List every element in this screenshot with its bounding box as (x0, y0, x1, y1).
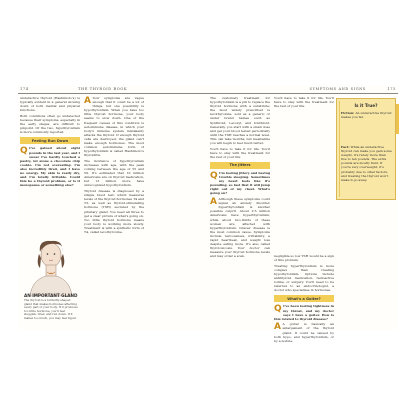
body-paragraph: The customary treatment for hypothyroidism is a pill to replace the thyroid hormone with a substitute; the most widely prescribed is levothyroxine, sold as a generic or under brand names such as Synthroid, Levoxyl, and Unithroid. Generally, you start with a small dose and get your blood tested periodically until the TSH reaches a normal level. This can take months, but meanwhile you will begin to feel much better. (210, 96, 270, 146)
sidebar-accent-bar (339, 101, 340, 197)
left-running-title: THE THYROID BOOK (78, 87, 128, 91)
answer-mark-letter: A (210, 197, 217, 208)
left-column-1 (20, 96, 80, 234)
right-page-header (208, 86, 398, 94)
fiction-label: Fiction: (341, 111, 355, 115)
subheading-whats-a-goiter: What's a Goiter? (274, 295, 334, 302)
caption-title: AN IMPORTANT GLAND (24, 293, 78, 298)
right-page-number: 175 (387, 87, 396, 91)
question-mark-letter: Q (274, 304, 282, 315)
question-text: I've been feeling tightness in my throat, and my doctor says I have a goiter. How is this related to thyroid disease? (274, 304, 334, 321)
left-page (18, 86, 208, 330)
subheading-the-jitters: The Jitters (210, 162, 270, 169)
right-column-1 (210, 96, 270, 328)
continued-text: You'll have to take it for life. You'll have to stay with the treatment for the rest of your life. (274, 96, 334, 109)
body-paragraph: Treating hyperthyroidism is more complex than treating hypothyroidism. Options include antithyroid medication, radioactive iodine, or surgery. You'll need to be referred to an endocrinologist, a doctor who specializes in hormones. (274, 263, 334, 293)
body-paragraph: negligible so low TSH would be a sign of this problem. (274, 254, 334, 263)
subheading-feeling-run-down: Feeling Run Down (20, 137, 80, 144)
fact-label: Fact: (341, 145, 350, 149)
right-page (208, 86, 398, 343)
body-paragraph: Thyroid disease is diagnosed by a simple blood test, which measures levels of the thyroid hormones T4 and T3, as well as thyroid-stimulating hormone (TSH) secreted by the pituitary gland. You need all three to get a clear picture of what's going on. Too little thyroid hormone means your body is working more slowly. Treatment is with a synthetic form of T4, called levothyroxine. (84, 189, 144, 234)
answer-text: A goiter is basically an enlargement of the thyroid gland. It could be caused by both hypo- and hyperthyroidism, or by a nodule. (274, 322, 334, 343)
sidebar-fact (341, 145, 392, 182)
thumb-tab (396, 104, 399, 134)
sidebar-fiction (341, 111, 392, 119)
sidebar-title: Is it True? (354, 103, 378, 108)
right-running-title: SYMPTOMS AND SIGNS (309, 87, 366, 91)
question-mark-letter: Q (210, 171, 218, 181)
question-mark-letter: Q (20, 146, 28, 157)
body-paragraph: The incidence of hypothyroidism increases with age, with the peak coming between the age of 55 and 59. It's estimated that 10 million Americans are on thyroid medication, but 13 million more have unrecognized hypothyroidism. (84, 158, 144, 188)
answer-text: Although these symptoms could signal an anxiety disorder, hyperthyroidism is another possible culprit. About 2.5 million Americans have hyperthyroidism, while about two-thirds of these women are affected with hyperthyroidism. Graves' disease is the most common cause. Symptoms include nervousness, irritability, a rapid heartbeat, and weight loss despite eating more. It's also called thyrotoxicosis. Your doctor can measure your thyroid hormone levels and may order a scan. (210, 197, 270, 259)
body-paragraph: You'll have to take it for life. You'll have to stay with the treatment for the rest of your life. (210, 146, 270, 159)
figure-caption: The thyroid is a butterfly-shaped gland that makes hormones affecting every part of your body. If it produces too little hormone, you'll feel sluggish, tired, and run down. If it makes too much, you may feel hyper. (24, 298, 78, 320)
question-text: I've gained about eight pounds in the last year, and I swear I've hardly touched a pastry, let alone a chocolate chip cookie. I'm not overeating. I'm also incredibly tired, and I have no energy. My skin is really dry, and I'm totally irritable. Could this be a thyroid problem, or is it menopause or something else? (20, 146, 80, 188)
answer-mark-letter: A (274, 322, 281, 333)
fiction-text: An underactive thyroid makes you fat. (341, 111, 392, 120)
answer-mark-letter: A (84, 96, 91, 106)
question-text: I'm feeling jittery and having trouble sleeping. Sometimes my heart feels like it's pounding, so fast that it will jump right out of my chest. What's going on? (210, 171, 270, 196)
left-column-2 (84, 96, 144, 328)
answer-text: Your symptoms are vague enough that it could be a lot of things, but one possibility is hypothyroidism. When you have too little thyroid hormone, your body seems to slow down. One of the frequent causes of this condition is autoimmune disease, in which your body's immune system mistakenly attacks the thyroid. If enough thyroid cells are destroyed, the gland can't make enough hormones. The most common autoimmune form of hypothyroidism is called Hashimoto's thyroiditis. (84, 96, 144, 158)
body-paragraph: Both conditions often go undetected because their symptoms, especially in the early stages, are difficult to pinpoint. Of the two, hypothyroidism is more commonly reported. (20, 113, 80, 135)
woman-neck-illustration (26, 238, 76, 296)
body-paragraph (274, 96, 334, 108)
left-page-header (18, 86, 208, 94)
intro-paragraph: underactive thyroid (Hashimoto's) is typically evident in a general slowing down of both mental and physical functions. (20, 96, 80, 113)
left-page-number: 174 (20, 87, 29, 91)
fact-text: While an underactive thyroid can make you gain some weight, it's rarely more than five to ten pounds. The extra pounds are mostly fluid. If you're very overweight, it's probably due to other factors, and treating the thyroid won't make it go away. (341, 145, 392, 182)
is-it-true-sidebar (336, 98, 396, 200)
